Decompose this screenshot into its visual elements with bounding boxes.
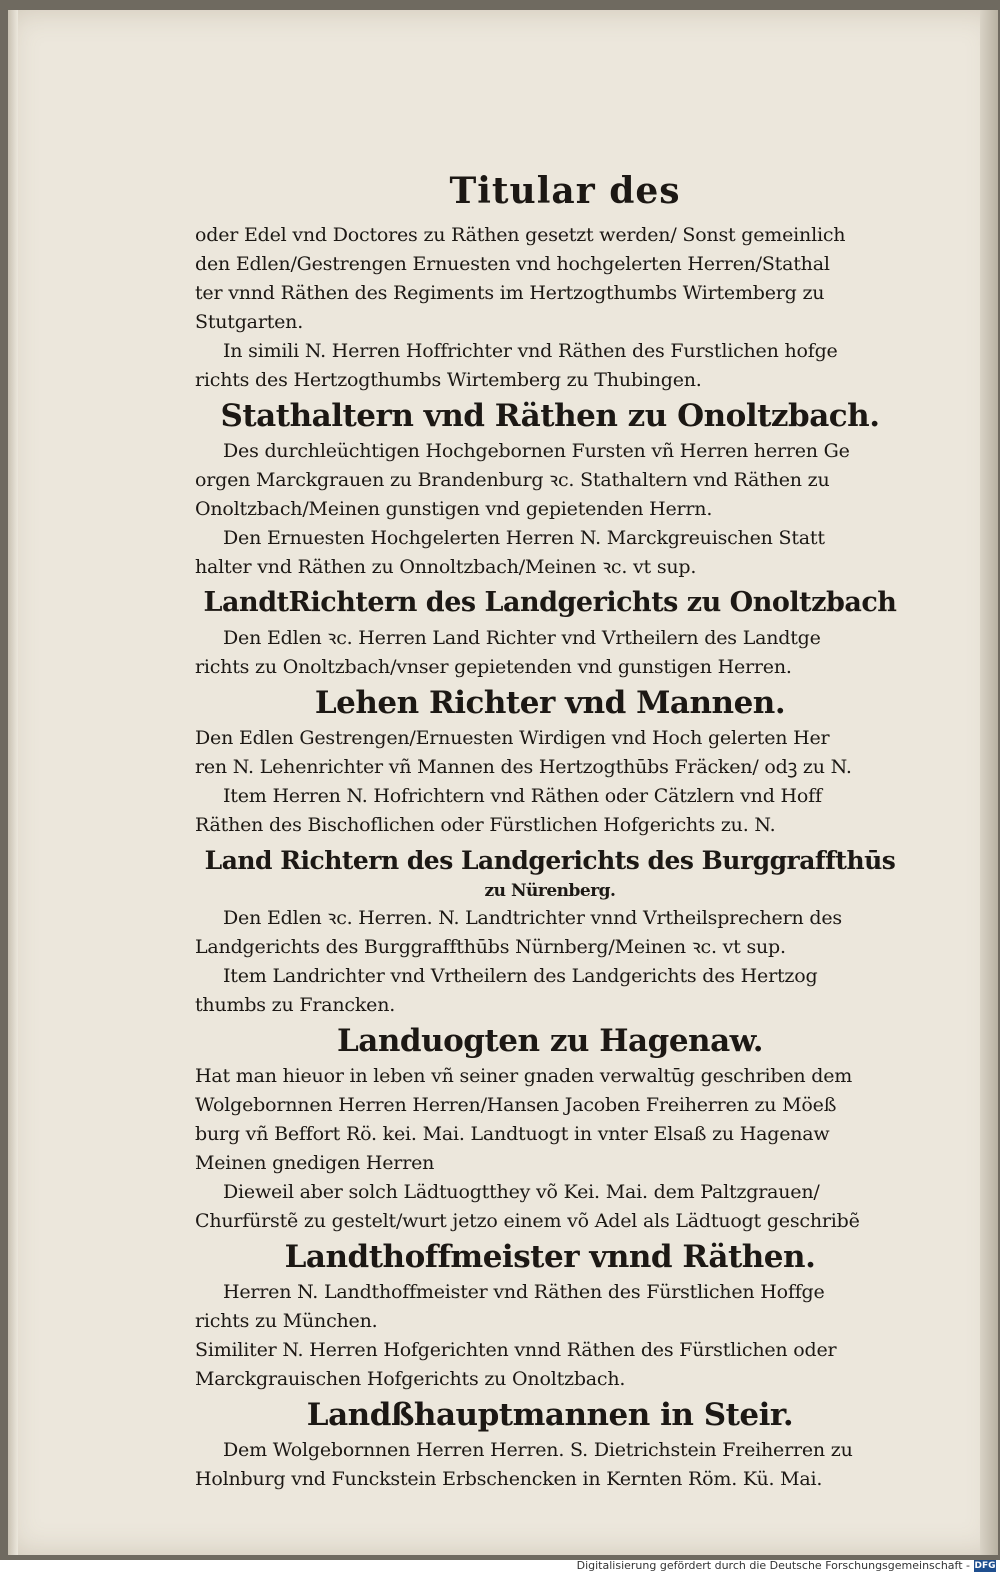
text-line: Dem Wolgebornnen Herren Herren. S. Dietrichstein Freiherren zu bbox=[223, 1439, 853, 1461]
text-line: Den Edlen Gestrengen/Ernuesten Wirdigen vnd Hoch gelerten Her bbox=[195, 727, 830, 749]
text-line: oder Edel vnd Doctores zu Räthen gesetzt werden/ Sonst gemeinlich bbox=[195, 224, 846, 246]
text-line: Churfürstẽ zu gestelt/wurt jetzo einem võ Adel als Lädtuogt geschribẽ bbox=[195, 1210, 860, 1232]
section bbox=[195, 221, 905, 395]
section-heading: Land Richtern des Landgerichts des Burggraffthūs bbox=[204, 846, 896, 875]
text-line: den Edlen/Gestrengen Ernuesten vnd hochgelerten Herren/Stathal bbox=[195, 253, 830, 275]
text-line: ter vnnd Räthen des Regiments im Hertzogthumbs Wirtemberg zu bbox=[195, 282, 825, 304]
text-line: Landgerichts des Burggraffthūbs Nürnberg/Meinen ꝛc. vt sup. bbox=[195, 936, 786, 958]
text-line: Des durchleüchtigen Hochgebornen Fursten vñ Herren herren Ge bbox=[223, 440, 850, 462]
text-line: Den Ernuesten Hochgelerten Herren N. Marckgreuischen Statt bbox=[223, 527, 825, 549]
section bbox=[195, 1238, 905, 1394]
text-line: richts zu München. bbox=[195, 1310, 378, 1332]
section bbox=[195, 1396, 905, 1494]
section bbox=[195, 842, 905, 1020]
page-text bbox=[195, 165, 905, 1494]
text-line: Den Edlen ꝛc. Herren. N. Landtrichter vnnd Vrtheilsprechern des bbox=[223, 907, 842, 929]
text-line: Den Edlen ꝛc. Herren Land Richter vnd Vrtheilern des Landtge bbox=[223, 627, 821, 649]
section-heading: Landßhauptmannen in Steir. bbox=[306, 1397, 794, 1433]
text-line: ren N. Lehenrichter vñ Mannen des Hertzogthūbs Fräcken/ odꝫ zu N. bbox=[195, 756, 852, 778]
text-line: In simili N. Herren Hoffrichter vnd Räthen des Furstlichen hofge bbox=[223, 340, 838, 362]
text-line: richts des Hertzogthumbs Wirtemberg zu Thubingen. bbox=[195, 369, 702, 391]
text-line: Wolgebornnen Herren Herren/Hansen Jacoben Freiherren zu Möeß bbox=[195, 1094, 837, 1116]
text-line: Stutgarten. bbox=[195, 311, 304, 333]
section-heading: Lehen Richter vnd Mannen. bbox=[314, 685, 786, 721]
text-line: burg vñ Beffort Rö. kei. Mai. Landtuogt in vnter Elsaß zu Hagenaw bbox=[195, 1123, 830, 1145]
text-line: Räthen des Bischoflichen oder Fürstlichen Hofgerichts zu. N. bbox=[195, 814, 776, 836]
page-edge bbox=[980, 10, 998, 1555]
section-heading: Landuogten zu Hagenaw. bbox=[336, 1023, 764, 1059]
text-line: Item Herren N. Hofrichtern vnd Räthen oder Cätzlern vnd Hoff bbox=[223, 785, 822, 807]
text-line: halter vnd Räthen zu Onnoltzbach/Meinen ꝛc. vt sup. bbox=[195, 556, 697, 578]
section-heading: LandtRichtern des Landgerichts zu Onoltzbach bbox=[203, 587, 897, 618]
text-line: Similiter N. Herren Hofgerichten vnnd Räthen des Fürstlichen oder bbox=[195, 1339, 837, 1361]
sections bbox=[195, 221, 905, 1494]
text-line: orgen Marckgrauen zu Brandenburg ꝛc. Stathaltern vnd Räthen zu bbox=[195, 469, 830, 491]
text-line: Marckgrauischen Hofgerichts zu Onoltzbach. bbox=[195, 1368, 626, 1390]
section bbox=[195, 584, 905, 682]
text-line: Item Landrichter vnd Vrtheilern des Landgerichts des Hertzog bbox=[223, 965, 818, 987]
section bbox=[195, 684, 905, 840]
text-line: Herren N. Landthoffmeister vnd Räthen des Fürstlichen Hoffge bbox=[223, 1281, 825, 1303]
text-line: Dieweil aber solch Lädtuogtthey võ Kei. Mai. dem Paltzgrauen/ bbox=[223, 1181, 820, 1203]
text-line: thumbs zu Francken. bbox=[195, 994, 396, 1016]
text-line: Onoltzbach/Meinen gunstigen vnd gepietenden Herrn. bbox=[195, 498, 713, 520]
section bbox=[195, 397, 905, 582]
text-line: Meinen gnedigen Herren bbox=[195, 1152, 435, 1174]
text-line: Holnburg vnd Funckstein Erbschencken in Kernten Röm. Kü. Mai. bbox=[195, 1468, 823, 1490]
text-line: Hat man hieuor in leben vñ seiner gnaden verwaltūg geschriben dem bbox=[195, 1065, 853, 1087]
section-heading: Stathaltern vnd Räthen zu Onoltzbach. bbox=[220, 398, 880, 434]
page-gutter bbox=[8, 10, 18, 1555]
text-line: richts zu Onoltzbach/vnser gepietenden vnd gunstigen Herren. bbox=[195, 656, 792, 678]
section-subheading: zu Nürenberg. bbox=[484, 881, 616, 901]
section bbox=[195, 1022, 905, 1236]
dfg-logo: DFG bbox=[974, 1561, 996, 1571]
funding-credit: Digitalisierung gefördert durch die Deutsche Forschungsgemeinschaft - bbox=[576, 1559, 970, 1572]
section-heading: Landthoffmeister vnnd Räthen. bbox=[284, 1239, 816, 1275]
running-head: Titular des bbox=[449, 170, 681, 212]
